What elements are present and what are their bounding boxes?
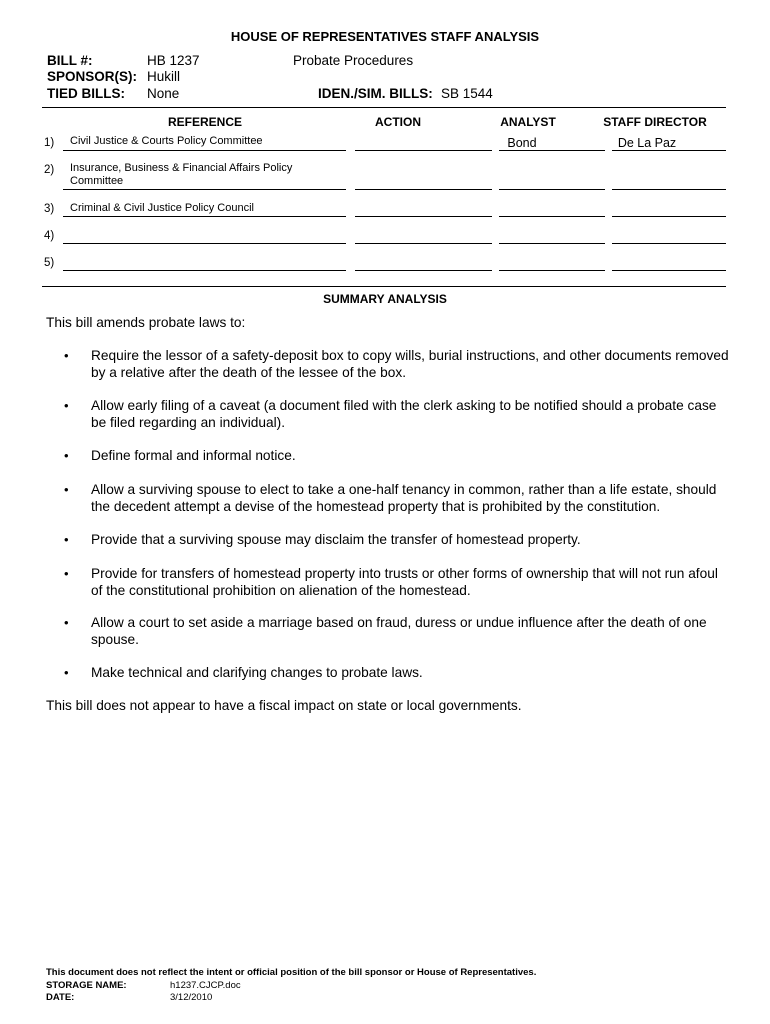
analyst-line	[499, 189, 605, 190]
reference-committee: Insurance, Business & Financial Affairs Policy Committee	[70, 162, 293, 187]
action-line	[355, 270, 492, 271]
sponsor-label: SPONSOR(S):	[47, 69, 138, 84]
summary-intro: This bill amends probate laws to:	[46, 315, 246, 330]
analyst-line	[499, 150, 605, 151]
bullet-point: •	[64, 566, 69, 581]
column-header-analyst: ANALYST	[500, 115, 556, 129]
action-line	[355, 243, 492, 244]
tied-bills-label: TIED BILLS:	[47, 86, 125, 101]
action-line	[355, 150, 492, 151]
header-divider	[42, 107, 726, 108]
iden-sim-bills-value: SB 1544	[441, 86, 493, 101]
summary-bullet-text: Require the lessor of a safety-deposit box to copy wills, burial instructions, and other documents removed by a relative after the death of the lessee of the box.	[91, 348, 729, 380]
staff-director-line	[612, 150, 726, 151]
bill-number: HB 1237	[147, 53, 200, 68]
bullet-point: •	[64, 448, 69, 463]
analyst-line	[499, 270, 605, 271]
bullet-point: •	[64, 665, 69, 680]
staff-director-line	[612, 243, 726, 244]
summary-heading: SUMMARY ANALYSIS	[323, 292, 447, 306]
staff-director-line	[612, 189, 726, 190]
summary-bullet-text: Allow a surviving spouse to elect to take a one-half tenancy in common, rather than a life estate, should the decedent attempt a devise of the homestead property that is prohibited by the constitution.	[91, 482, 717, 514]
summary-bullet-text: Provide for transfers of homestead property into trusts or other forms of ownership that will not run afoul of the constitutional prohibition on alienation of the homestead.	[91, 566, 718, 598]
iden-sim-bills-label: IDEN./SIM. BILLS:	[318, 86, 433, 101]
storage-name-value: h1237.CJCP.doc	[170, 980, 241, 991]
analyst-line	[499, 243, 605, 244]
summary-bullet-text: Allow a court to set aside a marriage based on fraud, duress or undue influence after the death of one spouse.	[91, 615, 707, 647]
sponsor-name: Hukill	[147, 69, 181, 84]
column-header-reference: REFERENCE	[167, 115, 242, 129]
row-number: 2)	[44, 164, 55, 176]
reference-line	[63, 216, 346, 217]
row-number: 3)	[44, 203, 55, 215]
table-divider	[42, 286, 726, 287]
summary-bullet-text: Make technical and clarifying changes to probate laws.	[91, 665, 423, 680]
analyst-value: Bond	[507, 136, 537, 150]
row-number: 1)	[44, 137, 55, 149]
reference-committee: Criminal & Civil Justice Policy Council	[70, 202, 254, 214]
summary-bullet-text: Define formal and informal notice.	[91, 448, 296, 463]
reference-line	[63, 189, 346, 190]
summary-bullet-text: Provide that a surviving spouse may disclaim the transfer of homestead property.	[91, 532, 581, 547]
date-label: DATE:	[46, 992, 75, 1003]
bullet-point: •	[64, 482, 69, 497]
reference-committee: Civil Justice & Courts Policy Committee	[70, 135, 263, 147]
bullet-point: •	[64, 615, 69, 630]
reference-line	[63, 150, 346, 151]
reference-line	[63, 243, 346, 244]
action-line	[355, 216, 492, 217]
row-number: 4)	[44, 230, 55, 242]
bullet-point: •	[64, 398, 69, 413]
bullet-point: •	[64, 348, 69, 363]
date-value: 3/12/2010	[170, 992, 213, 1003]
row-number: 5)	[44, 257, 55, 269]
tied-bills-value: None	[147, 86, 180, 101]
analyst-line	[499, 216, 605, 217]
staff-director-line	[612, 270, 726, 271]
disclaimer: This document does not reflect the intent or official position of the bill sponsor or House of Representatives.	[46, 967, 537, 978]
staff-director-value: De La Paz	[617, 136, 677, 150]
staff-director-line	[612, 216, 726, 217]
bill-label: BILL #:	[47, 53, 93, 68]
column-header-action: ACTION	[375, 115, 421, 129]
fiscal-impact-statement: This bill does not appear to have a fiscal impact on state or local governments.	[46, 698, 522, 713]
bill-subject: Probate Procedures	[293, 53, 414, 68]
column-header-staff-director: STAFF DIRECTOR	[603, 115, 707, 129]
bullet-point: •	[64, 532, 69, 547]
action-line	[355, 189, 492, 190]
document-title: HOUSE OF REPRESENTATIVES STAFF ANALYSIS	[230, 29, 540, 44]
storage-name-label: STORAGE NAME:	[46, 980, 127, 991]
summary-bullet-text: Allow early filing of a caveat (a document filed with the clerk asking to be notified should a probate case be filed regarding an individual).	[91, 398, 717, 430]
reference-line	[63, 270, 346, 271]
